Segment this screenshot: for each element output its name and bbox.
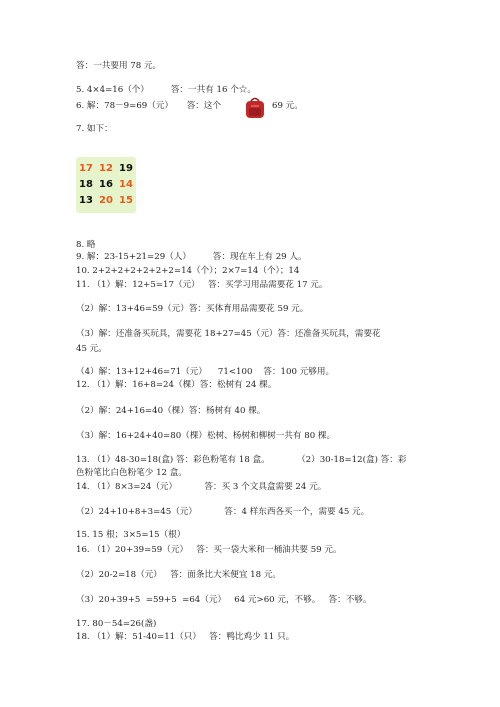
answer-line-16-3: （3）20+39+5 =59+5 =64（元） 64 元>60 元，不够。 答：不够。 [76,595,372,605]
answer-line-8: 8. 略 [76,240,96,250]
grid-cell: 20 [99,195,113,206]
answer-line-16-2: （2）20-2=18（元） 答：面条比大米便宜 18 元。 [76,570,282,580]
answer-line-15: 15. 15 根；3×5=15（根） [76,530,186,540]
answer-line-13b: 色粉笔比白色粉笔少 12 盒。 [76,468,187,478]
answer-line-14-2: （2）24+10+8+3=45（元） 答：4 样东西各买一个，需要 45 元。 [76,507,370,517]
answer-line-12-3: （3）解：16+24+40=80（棵）松树、杨树和柳树一共有 80 棵。 [76,431,336,441]
answer-line-5: 5. 4×4=16（个） 答：一共有 16 个☆。 [76,85,256,95]
grid-cell: 15 [119,195,133,206]
answer-line-6b: 69 元。 [272,101,303,111]
answer-line-11-3: （3）解：还准备买玩具，需要花 18+27=45（元）答：还准备买玩具，需要花 [76,329,381,339]
answer-line-1: 答：一共要用 78 元。 [76,61,162,71]
answer-line-9: 9. 解：23-15+21=29（人） 答：现在车上有 29 人。 [76,252,307,262]
grid-cell: 18 [79,179,93,190]
answer-line-11-4: （4）解：13+12+46=71（元） 71<100 答：100 元够用。 [76,367,335,377]
grid-cell: 14 [119,179,133,190]
answer-line-18: 18. （1）解：51-40=11（只） 答：鸭比鸡少 11 只。 [76,632,295,642]
answer-line-13: 13. （1）48-30=18(盒) 答：彩色粉笔有 18 盒。 （2）30-18=12(盒) 答：彩 [76,455,407,465]
grid-cell: 13 [79,195,93,206]
answer-line-11-2: （2）解：13+46=59（元）答：买体育用品需要花 59 元。 [76,304,309,314]
grid-cell: 19 [119,163,133,174]
answer-line-12-1: 12. （1）解：16+8=24（棵）答：松树有 24 棵。 [76,380,277,390]
grid-cell: 12 [99,163,113,174]
answer-line-11-3b: 45 元。 [76,344,107,354]
backpack-icon [243,97,267,119]
answer-line-11-1: 11. （1）解：12+5=17（元） 答：买学习用品需要花 17 元。 [76,280,328,290]
answer-line-12-2: （2）解：24+16=40（棵）答：杨树有 40 棵。 [76,406,266,416]
answer-line-10: 10. 2+2+2+2+2+2+2=14（个）；2×7=14（个）；14 [76,266,300,276]
grid-cell: 17 [79,163,93,174]
answer-line-16-1: 16. （1）20+39=59（元） 答：买一袋大米和一桶油共要 59 元。 [76,545,342,555]
answer-line-17: 17. 80－54=26(盏) [76,619,157,629]
answer-line-14-1: 14. （1）8×3=24（元） 答：买 3 个文具盒需要 24 元。 [76,482,327,492]
answer-line-6a: 6. 解：78－9=69（元） 答：这个 [76,101,222,111]
answer-line-7: 7. 如下： [76,124,113,134]
grid-cell: 16 [99,179,113,190]
number-grid [76,157,136,213]
